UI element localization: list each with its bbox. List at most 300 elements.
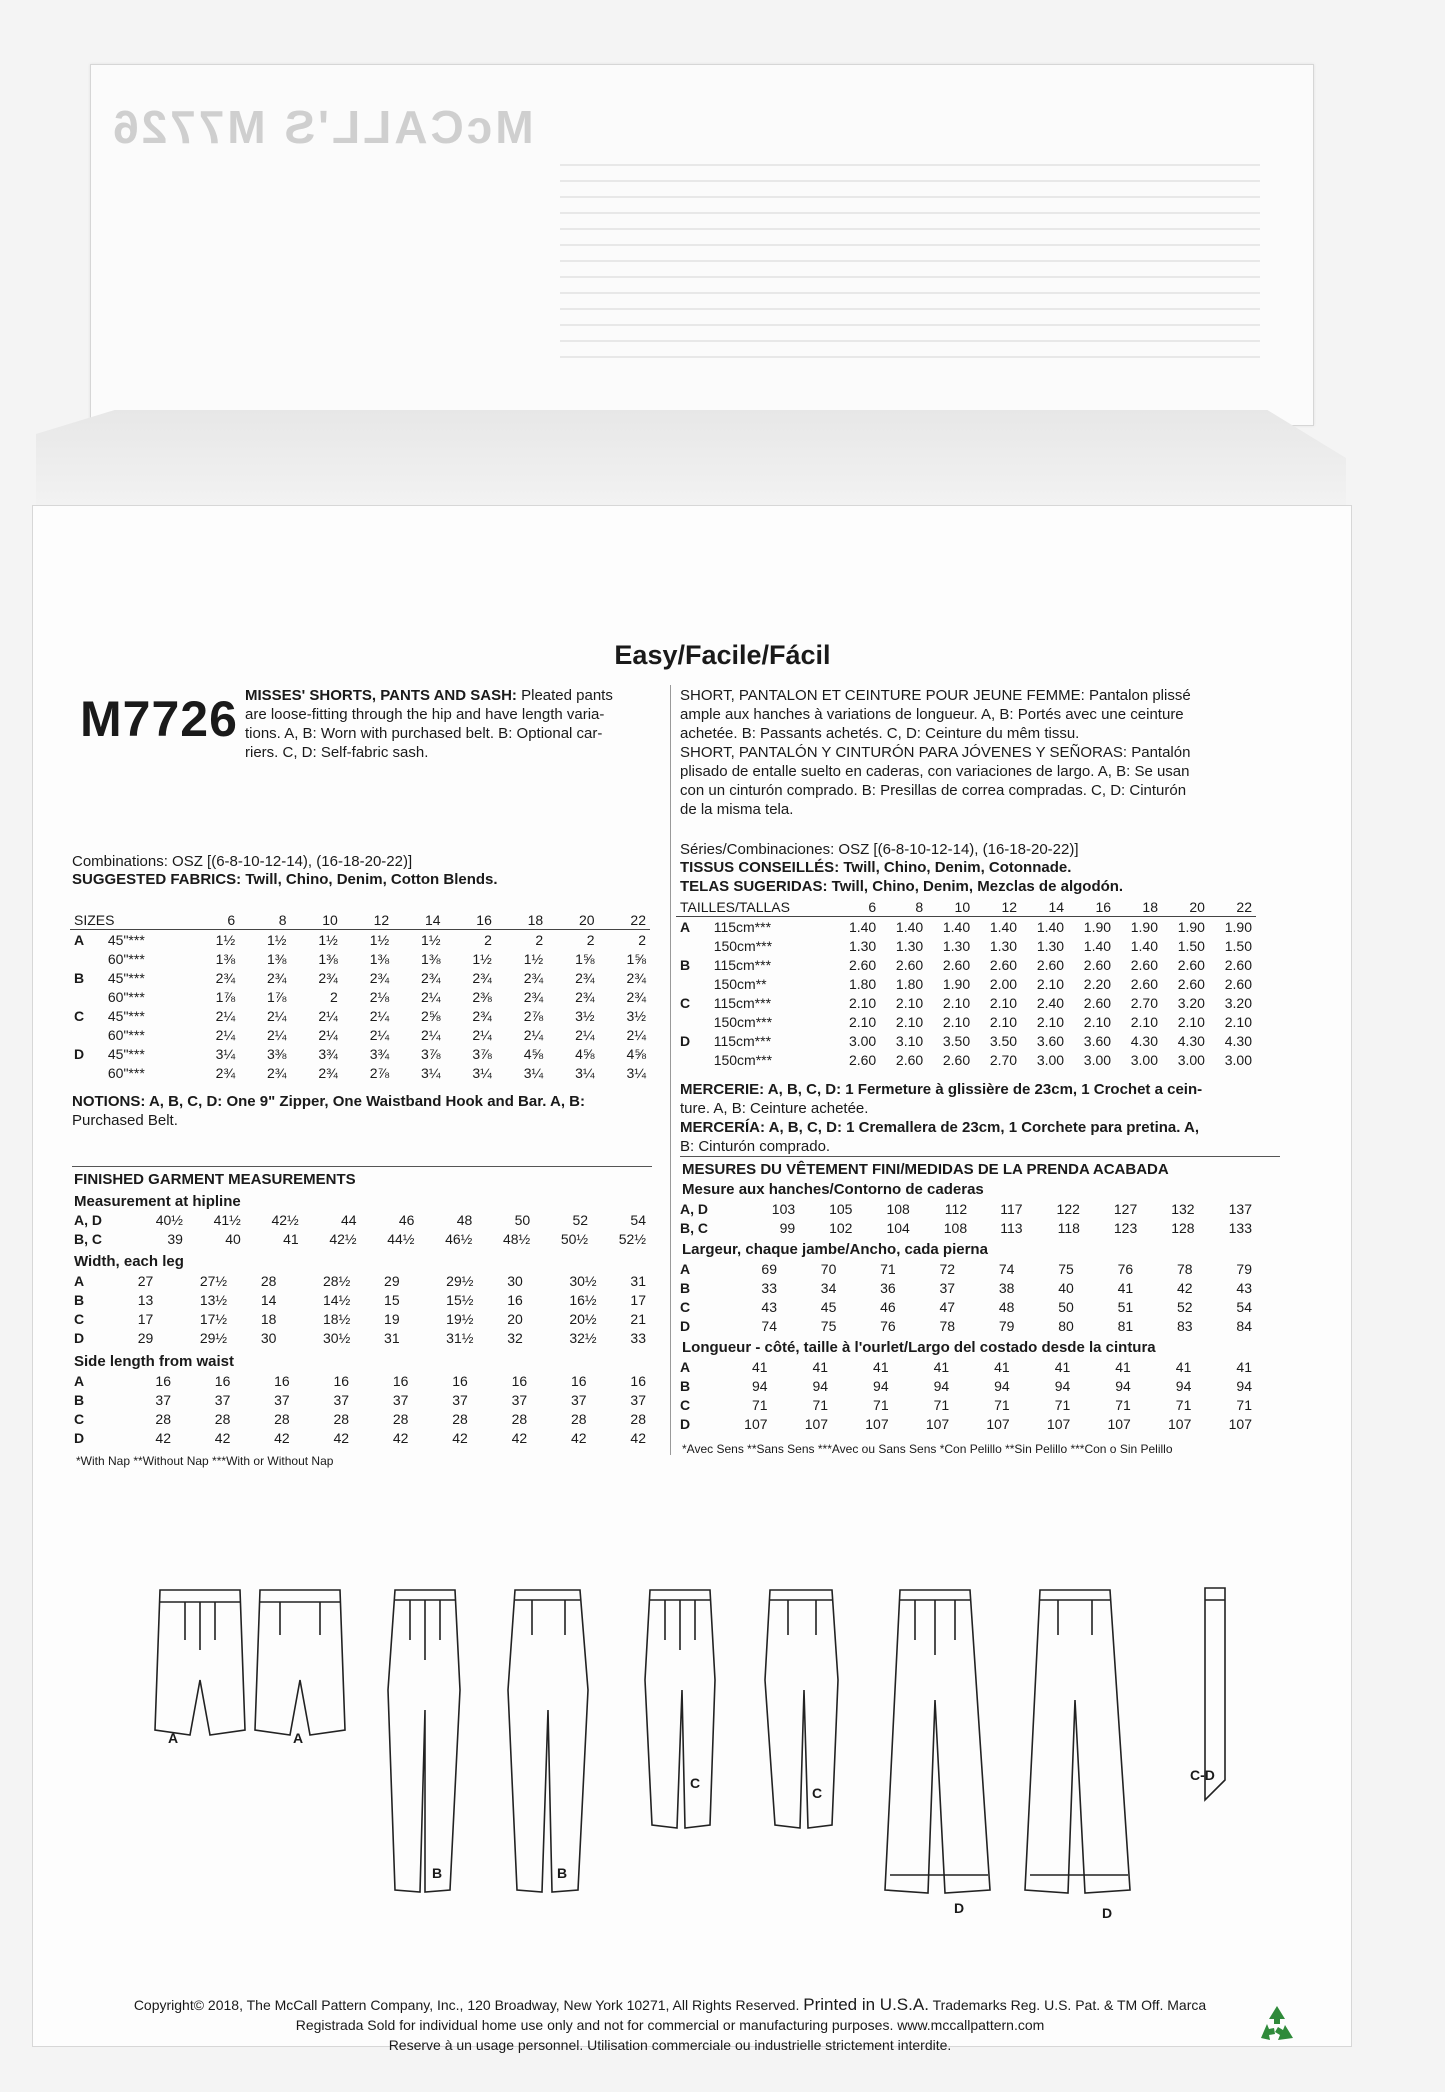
table-cell: 3.00 (1036, 1051, 1065, 1068)
table-cell: 18½ (323, 1310, 351, 1327)
table-cell: 36 (880, 1279, 896, 1296)
table-cell: 2¾ (318, 1064, 338, 1081)
table-cell: 2⅜ (472, 988, 492, 1005)
table-cell: 2¾ (472, 1007, 492, 1024)
table-cell: 16 (570, 1372, 587, 1389)
table-cell: 2 (445, 930, 496, 950)
table-cell: 15 (384, 1291, 400, 1308)
table-cell: 13 (137, 1291, 154, 1308)
table-cell: 20½ (569, 1310, 597, 1327)
table-cell: 54 (630, 1211, 646, 1228)
table-cell: 115cm*** (713, 1032, 772, 1049)
table-cell: 2¾ (318, 969, 338, 986)
table-cell: B (680, 956, 691, 973)
table-row (70, 1390, 650, 1409)
table-cell: 2¼ (267, 1007, 287, 1024)
header-cell: 12 (373, 911, 390, 928)
table-cell: 112 (944, 1200, 968, 1217)
table-cell: 2.60 (1224, 975, 1252, 992)
table-cell: 16 (630, 1372, 646, 1389)
recycle-icon (1252, 2000, 1302, 2050)
table-row (70, 968, 650, 987)
table-cell: 16 (452, 1372, 468, 1389)
table-cell: 1.90 (942, 975, 971, 992)
header-cell: 12 (1001, 898, 1018, 915)
table-cell: 1½ (393, 930, 444, 950)
table-cell: 3½ (575, 1007, 595, 1024)
side-table-metric (676, 1357, 1256, 1433)
view-d-front-drawing (885, 1590, 990, 1893)
table-cell: 2.10 (895, 994, 924, 1011)
table-row (70, 1290, 650, 1309)
table-cell: 3¼ (575, 1064, 595, 1081)
table-cell: C (680, 1298, 691, 1315)
table-cell: 70 (820, 1260, 837, 1277)
table-cell: 2¾ (267, 1064, 287, 1081)
table-cell: 71 (1054, 1396, 1071, 1413)
table-cell: 16 (274, 1372, 290, 1389)
table-cell: C (680, 994, 691, 1011)
table-cell: 42 (392, 1429, 409, 1446)
table-cell: 18 (260, 1310, 277, 1327)
description-line: con un cinturón comprado. B: Presillas de correa compradas. C, D: Cinturón (680, 782, 1187, 799)
table-cell: 37 (452, 1391, 468, 1408)
label-a: A (293, 1730, 304, 1746)
table-cell: 99 (779, 1219, 796, 1236)
table-cell: 41 (933, 1358, 950, 1375)
table-cell: 2.60 (895, 956, 924, 973)
table-cell: 21 (630, 1310, 646, 1327)
table-cell: 52 (572, 1211, 589, 1228)
table-cell: 1½ (188, 930, 239, 950)
table-cell: 1⅜ (215, 950, 236, 967)
table-cell: 1.80 (895, 975, 924, 992)
table-cell: 94 (812, 1377, 829, 1394)
table-cell: 79 (998, 1317, 1015, 1334)
table-cell: 2¾ (215, 1064, 236, 1081)
table-cell: 1⅜ (318, 950, 338, 967)
table-cell: 1⅞ (267, 988, 287, 1005)
header-cell: 18 (527, 911, 544, 928)
header-cell: TAILLES/TALLAS (680, 898, 790, 915)
table-cell: 2.60 (1224, 956, 1252, 973)
table-cell: 1.40 (974, 917, 1021, 937)
table-cell: 4⅝ (575, 1045, 595, 1062)
table-cell: 94 (751, 1377, 768, 1394)
table-cell: 1.40 (833, 917, 880, 937)
table-cell: 107 (744, 1415, 768, 1432)
table-cell: 2.10 (1177, 1013, 1205, 1030)
table-cell: 2¼ (369, 1007, 390, 1024)
table-cell: 44½ (387, 1230, 415, 1247)
table-cell: 2¼ (318, 1007, 338, 1024)
header-cell: SIZES (74, 911, 115, 928)
table-cell: 2¼ (215, 1007, 236, 1024)
label-d: D (954, 1900, 965, 1916)
table-cell (70, 1063, 104, 1082)
table-cell: 2.60 (1130, 975, 1158, 992)
trademark-text: Trademarks Reg. U.S. Pat. & TM Off. Marca (932, 1997, 1207, 2013)
table-cell: 42½ (271, 1211, 299, 1228)
width-table-imperial (70, 1271, 650, 1347)
table-cell: 1.40 (1083, 937, 1112, 954)
table-cell: 14½ (323, 1291, 351, 1308)
table-row (676, 1414, 1256, 1433)
rule (72, 1166, 652, 1167)
table-cell: 1⅜ (267, 950, 287, 967)
table-cell: 39 (167, 1230, 183, 1247)
table-cell: 127 (1113, 1200, 1138, 1217)
table-cell: 29 (384, 1272, 400, 1289)
table-cell: 3⅞ (472, 1045, 492, 1062)
table-cell: 42 (511, 1429, 528, 1446)
table-cell: 3.60 (1083, 1032, 1112, 1049)
table-cell: 45"*** (107, 1007, 145, 1024)
table-cell: 2¼ (626, 1026, 646, 1043)
table-cell: 2.10 (895, 1013, 924, 1030)
table-cell: D (74, 1045, 85, 1062)
table-cell: A (70, 930, 104, 950)
table-cell: 2.60 (1130, 956, 1158, 973)
mercerie: MERCERIE: A, B, C, D: 1 Fermeture à glissière de 23cm, 1 Crochet a cein- (680, 1081, 1203, 1098)
yardage-table-metric (676, 897, 1256, 1069)
table-cell: 1.30 (1036, 937, 1065, 954)
table-cell: 2.10 (1083, 1013, 1112, 1030)
table-row (676, 1259, 1256, 1278)
description-line: de la misma tela. (680, 801, 794, 818)
table-cell: 48 (998, 1298, 1015, 1315)
table-cell: 60"*** (107, 1026, 145, 1043)
table-cell: 3¼ (421, 1064, 441, 1081)
table-row (676, 974, 1256, 993)
table-cell: 33 (630, 1329, 646, 1346)
table-cell: 2.60 (895, 1051, 924, 1068)
table-row (676, 1316, 1256, 1335)
table-cell: 108 (943, 1219, 968, 1236)
table-cell: 28 (260, 1272, 277, 1289)
table-cell: 2¼ (472, 1026, 492, 1043)
nap-note: *With Nap **Without Nap ***With or Without Nap (76, 1454, 334, 1468)
table-cell (70, 1025, 104, 1044)
table-cell: 16 (333, 1372, 350, 1389)
table-cell: 3¾ (369, 1045, 390, 1062)
table-cell: 117 (1000, 1200, 1023, 1217)
tissus-conseilles: TISSUS CONSEILLÉS: Twill, Chino, Denim, Cotonnade. (680, 859, 1072, 876)
table-cell: 42 (570, 1429, 587, 1446)
notions-cont: Purchased Belt. (72, 1112, 178, 1129)
table-cell: 2.60 (942, 956, 971, 973)
table-row (676, 1199, 1256, 1218)
telas-sugeridas: TELAS SUGERIDAS: Twill, Chino, Denim, Mezclas de algodón. (680, 878, 1124, 895)
table-cell: 1.40 (927, 917, 974, 937)
hip-title: Measurement at hipline (74, 1193, 241, 1210)
table-cell: 4.30 (1177, 1032, 1205, 1049)
table-row (676, 1297, 1256, 1316)
table-cell: 4⅝ (626, 1045, 646, 1062)
table-row (676, 917, 1256, 937)
table-cell: 107 (1107, 1415, 1131, 1432)
description-english (245, 686, 660, 762)
table-row (676, 1050, 1256, 1069)
table-cell: 2.10 (1036, 975, 1065, 992)
table-cell: 42 (1176, 1279, 1193, 1296)
table-cell: 19 (384, 1310, 400, 1327)
table-cell: 1⅝ (575, 950, 595, 967)
table-cell: A, D (680, 1200, 708, 1217)
table-cell: 2¾ (523, 969, 544, 986)
table-cell: 41 (1115, 1358, 1131, 1375)
table-cell: C (74, 1410, 85, 1427)
table-cell: B (74, 1391, 85, 1408)
table-cell: 71 (873, 1396, 889, 1413)
table-cell: 2.10 (989, 1013, 1018, 1030)
table-cell: 1.90 (1115, 917, 1162, 937)
width-title-fr: Largeur, chaque jambe/Ancho, cada pierna (682, 1241, 988, 1258)
table-cell: 41 (283, 1230, 299, 1247)
label-a: A (168, 1730, 179, 1746)
table-cell: 3.00 (848, 1032, 877, 1049)
table-cell: 30 (507, 1272, 523, 1289)
table-cell: 2.60 (1177, 975, 1205, 992)
header-cell: 18 (1142, 898, 1158, 915)
view-d-back-drawing (1025, 1590, 1130, 1893)
finished-measurements-title-fr: MESURES DU VÊTEMENT FINI/MEDIDAS DE LA PRENDA ACABADA (682, 1161, 1169, 1178)
table-cell: 41 (1054, 1358, 1071, 1375)
table-cell: 51 (1117, 1298, 1134, 1315)
table-cell: 42 (630, 1429, 646, 1446)
table-cell: 2.20 (1083, 975, 1112, 992)
pattern-number: M7726 (80, 691, 238, 747)
table-cell: 2.10 (989, 994, 1018, 1011)
table-cell: 150cm*** (713, 1013, 773, 1030)
table-cell: 45"*** (107, 1045, 145, 1062)
table-cell: 2¼ (421, 1026, 441, 1043)
column-divider (670, 685, 671, 1455)
table-cell: 27½ (199, 1272, 228, 1289)
table-cell: 33 (761, 1279, 777, 1296)
description-french-spanish (680, 686, 1280, 819)
table-cell: 3.60 (1036, 1032, 1065, 1049)
table-cell: 16 (507, 1291, 523, 1308)
table-cell: 52 (1176, 1298, 1193, 1315)
table-cell: 103 (771, 1200, 796, 1217)
table-cell: 2⅛ (369, 988, 390, 1005)
label-b: B (432, 1865, 443, 1881)
table-cell: 2.60 (942, 1051, 971, 1068)
table-cell: 3.00 (1083, 1051, 1112, 1068)
table-cell: 45"*** (104, 930, 188, 950)
copyright-footer (80, 1995, 1260, 2055)
table-cell: 37 (155, 1391, 171, 1408)
header-cell: 16 (476, 911, 492, 928)
header-cell: 14 (1048, 898, 1065, 915)
table-cell: 3¼ (472, 1064, 492, 1081)
table-cell: 41 (994, 1358, 1010, 1375)
table-cell: 41 (873, 1358, 889, 1375)
table-cell: 94 (994, 1377, 1010, 1394)
table-cell: 48½ (502, 1230, 531, 1247)
description-line: ample aux hanches à variations de longueur. A, B: Portés avec une ceinture (680, 706, 1184, 723)
table-cell: 40 (225, 1230, 241, 1247)
table-cell: 150cm*** (713, 937, 773, 954)
table-cell: 1⅞ (215, 988, 236, 1005)
table-row (70, 1271, 650, 1290)
table-cell: D (680, 1032, 691, 1049)
table-cell: 74 (998, 1260, 1015, 1277)
table-cell: 17½ (199, 1310, 228, 1327)
table-cell: 71 (1115, 1396, 1131, 1413)
table-cell: 3.00 (1224, 1051, 1252, 1068)
mercerie-cont: ture. A, B: Ceinture achetée. (680, 1100, 869, 1117)
table-cell: 1⅜ (369, 950, 390, 967)
table-cell: 71 (1236, 1396, 1252, 1413)
table-cell: 128 (1171, 1219, 1195, 1236)
table-cell: 28 (274, 1410, 290, 1427)
table-cell: 80 (1058, 1317, 1074, 1334)
table-cell: 52½ (618, 1230, 646, 1247)
table-cell: 3¼ (626, 1064, 646, 1081)
header-cell: 22 (630, 911, 646, 928)
table-cell: 2.70 (989, 1051, 1018, 1068)
table-cell: 43 (761, 1298, 777, 1315)
table-cell: 40 (1058, 1279, 1074, 1296)
usage-text: Registrada Sold for individual home use only and not for commercial or manufacturing purposes. www.mccallpattern.com (295, 2017, 1045, 2033)
table-cell: 2.10 (1130, 1013, 1158, 1030)
table-row (676, 993, 1256, 1012)
table-cell: 32½ (569, 1329, 597, 1346)
table-cell: 3.20 (1177, 994, 1205, 1011)
label-c-d: C-D (1190, 1767, 1215, 1783)
label-c: C (812, 1785, 823, 1801)
side-title: Side length from waist (74, 1353, 235, 1370)
table-row (676, 1357, 1256, 1376)
table-cell: 2¾ (575, 969, 595, 986)
header-cell: 10 (954, 898, 971, 915)
view-b-back-drawing (508, 1590, 588, 1892)
table-cell: 27 (137, 1272, 154, 1289)
table-cell: 50½ (560, 1230, 589, 1247)
table-cell (70, 987, 104, 1006)
difficulty-level: Easy/Facile/Fácil (614, 640, 831, 670)
header-cell: 20 (578, 911, 595, 928)
table-cell: 2¾ (626, 969, 646, 986)
table-cell (676, 1012, 710, 1031)
table-cell: 69 (761, 1260, 777, 1277)
table-cell: 50 (1058, 1298, 1074, 1315)
table-cell: 28½ (323, 1272, 351, 1289)
width-table-metric (676, 1259, 1256, 1335)
view-c-back-drawing (765, 1590, 838, 1828)
table-cell: D (680, 1415, 691, 1432)
table-cell: D (680, 1317, 691, 1334)
table-row (676, 1395, 1256, 1414)
table-cell: 28 (630, 1410, 646, 1427)
table-cell: 3.20 (1224, 994, 1252, 1011)
table-cell: 3⅞ (421, 1045, 441, 1062)
table-cell: 41 (751, 1358, 768, 1375)
description-line: SHORT, PANTALON ET CEINTURE POUR JEUNE FEMME: Pantalon plissé (680, 687, 1191, 704)
table-cell: 45"*** (107, 969, 145, 986)
table-cell: 1.90 (1068, 917, 1115, 937)
table-cell: 78 (939, 1317, 956, 1334)
table-cell: 2¼ (215, 1026, 236, 1043)
table-cell: 84 (1236, 1317, 1252, 1334)
table-cell: 32 (507, 1329, 523, 1346)
table-cell: 40½ (155, 1211, 183, 1228)
table-cell: 1.90 (1209, 917, 1256, 937)
table-row (70, 1229, 650, 1248)
table-cell: 3.00 (1177, 1051, 1205, 1068)
table-cell: 41 (812, 1358, 829, 1375)
bleed-through-text (560, 150, 1260, 360)
table-cell: 30 (260, 1329, 277, 1346)
table-cell: 2.00 (989, 975, 1018, 992)
table-cell: 102 (829, 1219, 853, 1236)
table-cell: 1.40 (1130, 937, 1158, 954)
table-cell: 20 (507, 1310, 523, 1327)
merceria: MERCERÍA: A, B, C, D: 1 Cremallera de 23cm, 1 Corchete para pretina. A, (680, 1119, 1200, 1136)
table-row (70, 1006, 650, 1025)
table-cell (70, 949, 104, 968)
table-cell: 76 (1117, 1260, 1134, 1277)
table-cell (676, 936, 710, 955)
yardage-table-imperial (70, 910, 650, 1082)
table-cell: 1.80 (848, 975, 877, 992)
table-cell: 4.30 (1224, 1032, 1252, 1049)
table-cell: 1½ (472, 950, 492, 967)
table-cell: 107 (1168, 1415, 1192, 1432)
table-cell: 2.60 (1083, 956, 1112, 973)
table-cell: 29 (137, 1329, 154, 1346)
description-line: SHORT, PANTALÓN Y CINTURÓN PARA JÓVENES Y SEÑORAS: Pantalón (680, 744, 1191, 761)
table-cell: 105 (829, 1200, 853, 1217)
table-cell: 37 (630, 1391, 646, 1408)
width-title: Width, each leg (74, 1253, 184, 1270)
header-cell: 20 (1189, 898, 1205, 915)
table-cell: 3.00 (1130, 1051, 1158, 1068)
table-cell: D (74, 1329, 85, 1346)
table-cell: 47 (939, 1298, 956, 1315)
table-cell: 2¼ (523, 1026, 544, 1043)
hip-table-metric (676, 1199, 1256, 1237)
table-cell: 115cm*** (713, 956, 772, 973)
table-cell: 3.50 (942, 1032, 971, 1049)
table-cell: 16 (214, 1372, 231, 1389)
finished-measurements-title: FINISHED GARMENT MEASUREMENTS (74, 1171, 356, 1188)
table-cell: 2¾ (267, 969, 287, 986)
table-cell: 81 (1117, 1317, 1134, 1334)
table-cell: 3⅜ (267, 1045, 287, 1062)
table-cell: 107 (1228, 1415, 1252, 1432)
table-cell: 94 (1236, 1377, 1252, 1394)
table-cell: 2¼ (575, 1026, 595, 1043)
table-cell: 13½ (199, 1291, 228, 1308)
table-cell: A (680, 1358, 691, 1375)
table-cell: 28 (155, 1410, 171, 1427)
side-table-imperial (70, 1371, 650, 1447)
view-c-front-drawing (645, 1590, 715, 1828)
table-cell: D (74, 1429, 85, 1446)
table-cell: 16 (155, 1372, 171, 1389)
table-cell: 2.60 (848, 956, 877, 973)
table-cell: 74 (761, 1317, 777, 1334)
table-cell: 41½ (213, 1211, 241, 1228)
table-cell: 150cm** (713, 975, 767, 992)
table-cell: 28 (392, 1410, 409, 1427)
table-cell: 31 (384, 1329, 400, 1346)
table-cell: 42 (333, 1429, 350, 1446)
table-cell: B, C (74, 1230, 102, 1247)
